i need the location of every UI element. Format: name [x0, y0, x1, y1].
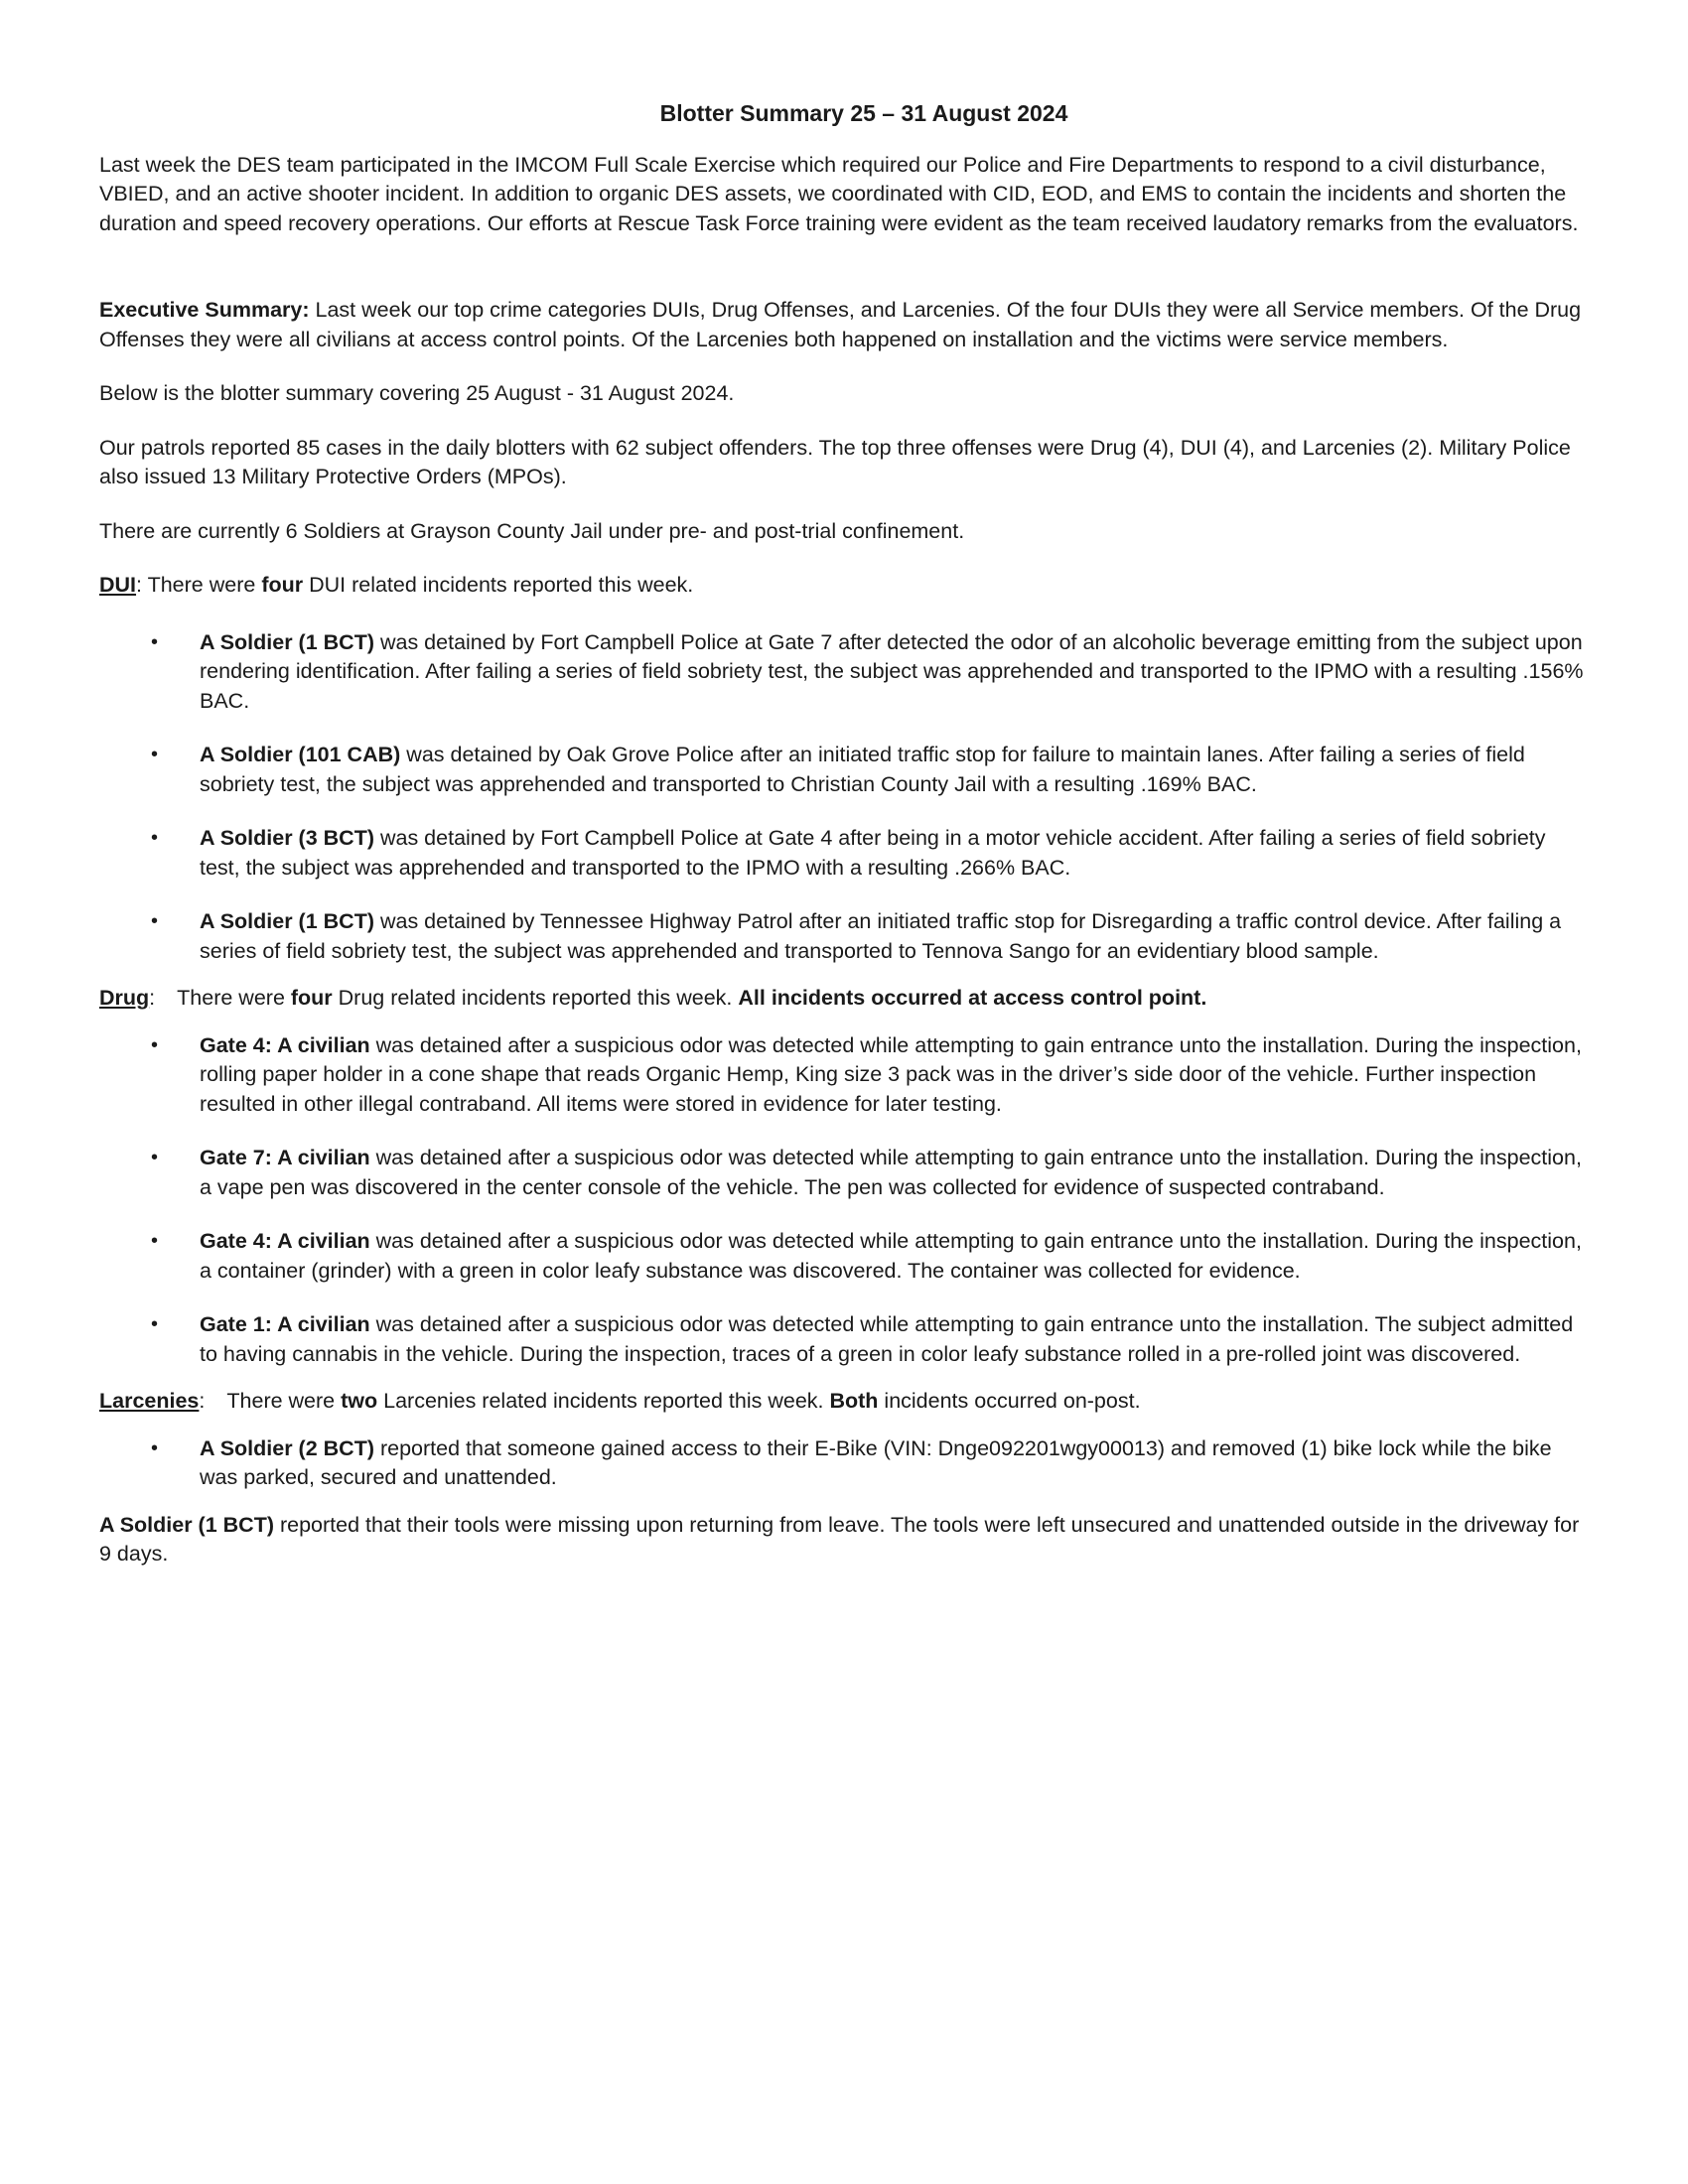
larcenies-list	[99, 1434, 1589, 1493]
bullet-icon: •	[151, 630, 159, 653]
dui-label: DUI	[99, 573, 137, 597]
bullet-icon: •	[151, 1230, 159, 1252]
incident-text: was detained after a suspicious odor was detected while attempting to gain entrance unto the installation. The subject admitted to having cannabis in the vehicle. During the inspection, traces of a green in color leafy substance rolled in a pre-rolled joint was discovered.	[200, 1312, 1574, 1366]
subject-label: Gate 4: A civilian	[200, 1229, 370, 1253]
patrols-paragraph: Our patrols reported 85 cases in the daily blotters with 62 subject offenders. The top three offenses were Drug (4), DUI (4), and Larcenies (2). Military Police also issued 13 Military Protective Orders (MPOs).	[99, 435, 1571, 488]
drug-heading-pre: There were	[177, 986, 291, 1010]
list-item	[99, 1310, 1589, 1369]
bullet-icon: •	[151, 1147, 159, 1168]
list-item	[99, 1144, 1589, 1202]
executive-summary-text: Last week our top crime categories DUIs, Drug Offenses, and Larcenies. Of the four DUIs they were all Service members. Of the Drug Offenses they were all civilians at access control points. Of the Larcenies both happened on installation and the victims were service members.	[99, 298, 1582, 351]
larcenies-heading-post: incidents occurred on-post.	[878, 1389, 1141, 1413]
final-larceny-paragraph	[99, 1511, 1589, 1570]
bullet-icon: •	[151, 1313, 159, 1335]
incident-text: was detained after a suspicious odor was detected while attempting to gain entrance unto the installation. During the inspection, a container (grinder) with a green in color leafy substance was discovered. The container was collected for evidence.	[200, 1229, 1582, 1283]
incident-text: was detained after a suspicious odor was detected while attempting to gain entrance unto the installation. During the inspection, rolling paper holder in a cone shape that reads Organic Hemp, King size 3 pack was in the driver’s side door of the vehicle. Further inspection resulted in other illegal contraband. All items were stored in evidence for later testing.	[200, 1032, 1582, 1116]
drug-count: four	[290, 986, 333, 1010]
dui-list	[99, 628, 1589, 967]
incident-text: reported that someone gained access to their E-Bike (VIN: Dnge092201wgy00013) and removed (1) bike lock while the bike was parked, secured and unattended.	[200, 1435, 1552, 1489]
document-page	[99, 99, 1589, 1570]
subject-label: A Soldier (1 BCT)	[200, 909, 374, 933]
subject-label: A Soldier (1 BCT)	[99, 1512, 274, 1537]
bullet-icon: •	[151, 910, 159, 932]
bullet-icon: •	[151, 744, 159, 765]
larcenies-heading-mid: Larcenies related incidents reported this week.	[377, 1389, 830, 1413]
drug-emphasis: All incidents occurred at access control point.	[738, 986, 1207, 1010]
list-item	[99, 824, 1589, 883]
incident-text: was detained after a suspicious odor was detected while attempting to gain entrance unto the installation. During the inspection, a vape pen was discovered in the center console of the vehicle. The pen was collected for evidence of suspected contraband.	[200, 1146, 1582, 1199]
drug-label: Drug	[99, 986, 150, 1010]
list-item	[99, 628, 1589, 717]
list-item	[99, 741, 1589, 799]
dui-heading-post: DUI related incidents reported this week.	[303, 573, 694, 597]
list-item	[99, 1227, 1589, 1286]
subject-label: A Soldier (3 BCT)	[200, 826, 374, 850]
incident-text: reported that their tools were missing upon returning from leave. The tools were left unsecured and unattended outside in the driveway for 9 days.	[99, 1512, 1580, 1566]
dui-count: four	[261, 573, 304, 597]
intro-paragraph: Last week the DES team participated in the IMCOM Full Scale Exercise which required our Police and Fire Departments to respond to a civil disturbance, VBIED, and an active shooter incident. In addition to organic DES assets, we coordinated with CID, EOD, and EMS to contain the incidents and shorten the duration and speed recovery operations. Our efforts at Rescue Task Force training were evident as the team received laudatory remarks from the evaluators.	[99, 152, 1579, 235]
larcenies-count: two	[341, 1389, 378, 1413]
drug-list	[99, 1031, 1589, 1370]
dui-heading-pre: : There were	[136, 573, 262, 597]
executive-summary	[99, 296, 1589, 354]
subject-label: A Soldier (1 BCT)	[200, 629, 374, 654]
list-item	[99, 1434, 1589, 1493]
larcenies-section-heading	[99, 1387, 1589, 1417]
executive-summary-label: Executive Summary:	[99, 298, 310, 322]
larcenies-label: Larcenies	[99, 1389, 200, 1413]
incident-text: was detained by Oak Grove Police after an initiated traffic stop for failure to maintain lanes. After failing a series of field sobriety test, the subject was apprehended and transported to Christian County Jail with a resulting .169% BAC.	[200, 743, 1525, 796]
subject-label: A Soldier (2 BCT)	[200, 1435, 374, 1460]
bullet-icon: •	[151, 1033, 159, 1056]
drug-colon: :	[149, 986, 156, 1010]
larcenies-both: Both	[829, 1389, 879, 1413]
subject-label: A Soldier (101 CAB)	[200, 743, 401, 766]
bullet-icon: •	[151, 1436, 159, 1459]
dui-section-heading	[99, 571, 1589, 601]
larcenies-colon: :	[199, 1389, 206, 1413]
subject-label: Gate 4: A civilian	[200, 1032, 370, 1057]
subject-label: Gate 1: A civilian	[200, 1312, 370, 1336]
incident-text: was detained by Fort Campbell Police at Gate 4 after being in a motor vehicle accident. After failing a series of field sobriety test, the subject was apprehended and transported to the IPMO with a resulting .266% BAC.	[200, 826, 1546, 880]
jail-paragraph: There are currently 6 Soldiers at Grayson County Jail under pre- and post-trial confinement.	[99, 518, 965, 543]
list-item	[99, 1031, 1589, 1120]
subject-label: Gate 7: A civilian	[200, 1146, 370, 1169]
incident-text: was detained by Fort Campbell Police at Gate 7 after detected the odor of an alcoholic beverage emitting from the subject upon rendering identification. After failing a series of field sobriety test, the subject was apprehended and transported to the IPMO with a resulting .156% BAC.	[200, 629, 1584, 713]
drug-section-heading	[99, 984, 1589, 1014]
drug-heading-post: Drug related incidents reported this week.	[332, 986, 739, 1010]
list-item	[99, 907, 1589, 966]
larcenies-heading-pre: There were	[226, 1389, 342, 1413]
incident-text: was detained by Tennessee Highway Patrol after an initiated traffic stop for Disregarding a traffic control device. After failing a series of field sobriety test, the subject was apprehended and transported to Tennova Sango for an evidentiary blood sample.	[200, 909, 1562, 963]
page-title: Blotter Summary 25 – 31 August 2024	[659, 100, 1068, 126]
bullet-icon: •	[151, 827, 159, 849]
summary-coverage: Below is the blotter summary covering 25 August - 31 August 2024.	[99, 381, 735, 405]
